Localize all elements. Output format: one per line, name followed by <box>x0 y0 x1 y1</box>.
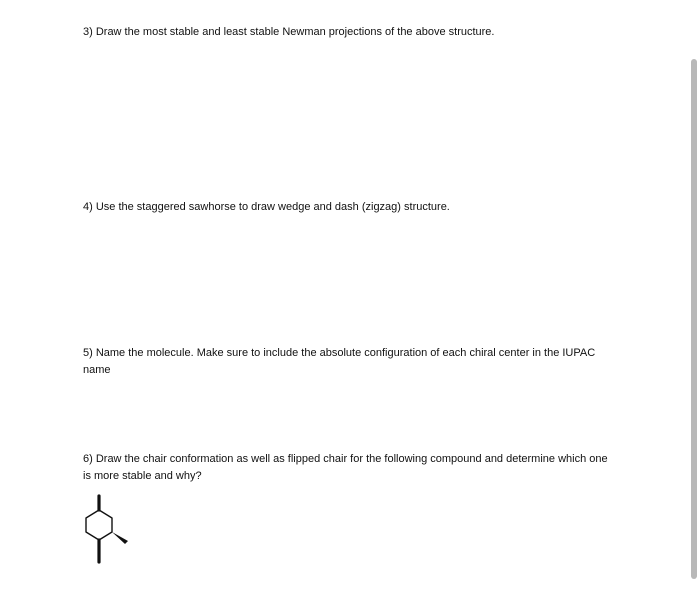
question-6: 6) Draw the chair conformation as well as flipped chair for the following compound and determine which one is more stable and why? <box>83 453 608 482</box>
question-4: 4) Use the staggered sawhorse to draw wedge and dash (zigzag) structure. <box>83 201 450 213</box>
scrollbar-thumb[interactable] <box>691 59 697 579</box>
vertical-scrollbar[interactable] <box>690 0 700 592</box>
question-3: 3) Draw the most stable and least stable Newman projections of the above structure. <box>83 26 495 38</box>
cyclohexane-structure-icon <box>70 492 140 568</box>
question-5: 5) Name the molecule. Make sure to include the absolute configuration of each chiral center in the IUPAC name <box>83 347 596 376</box>
